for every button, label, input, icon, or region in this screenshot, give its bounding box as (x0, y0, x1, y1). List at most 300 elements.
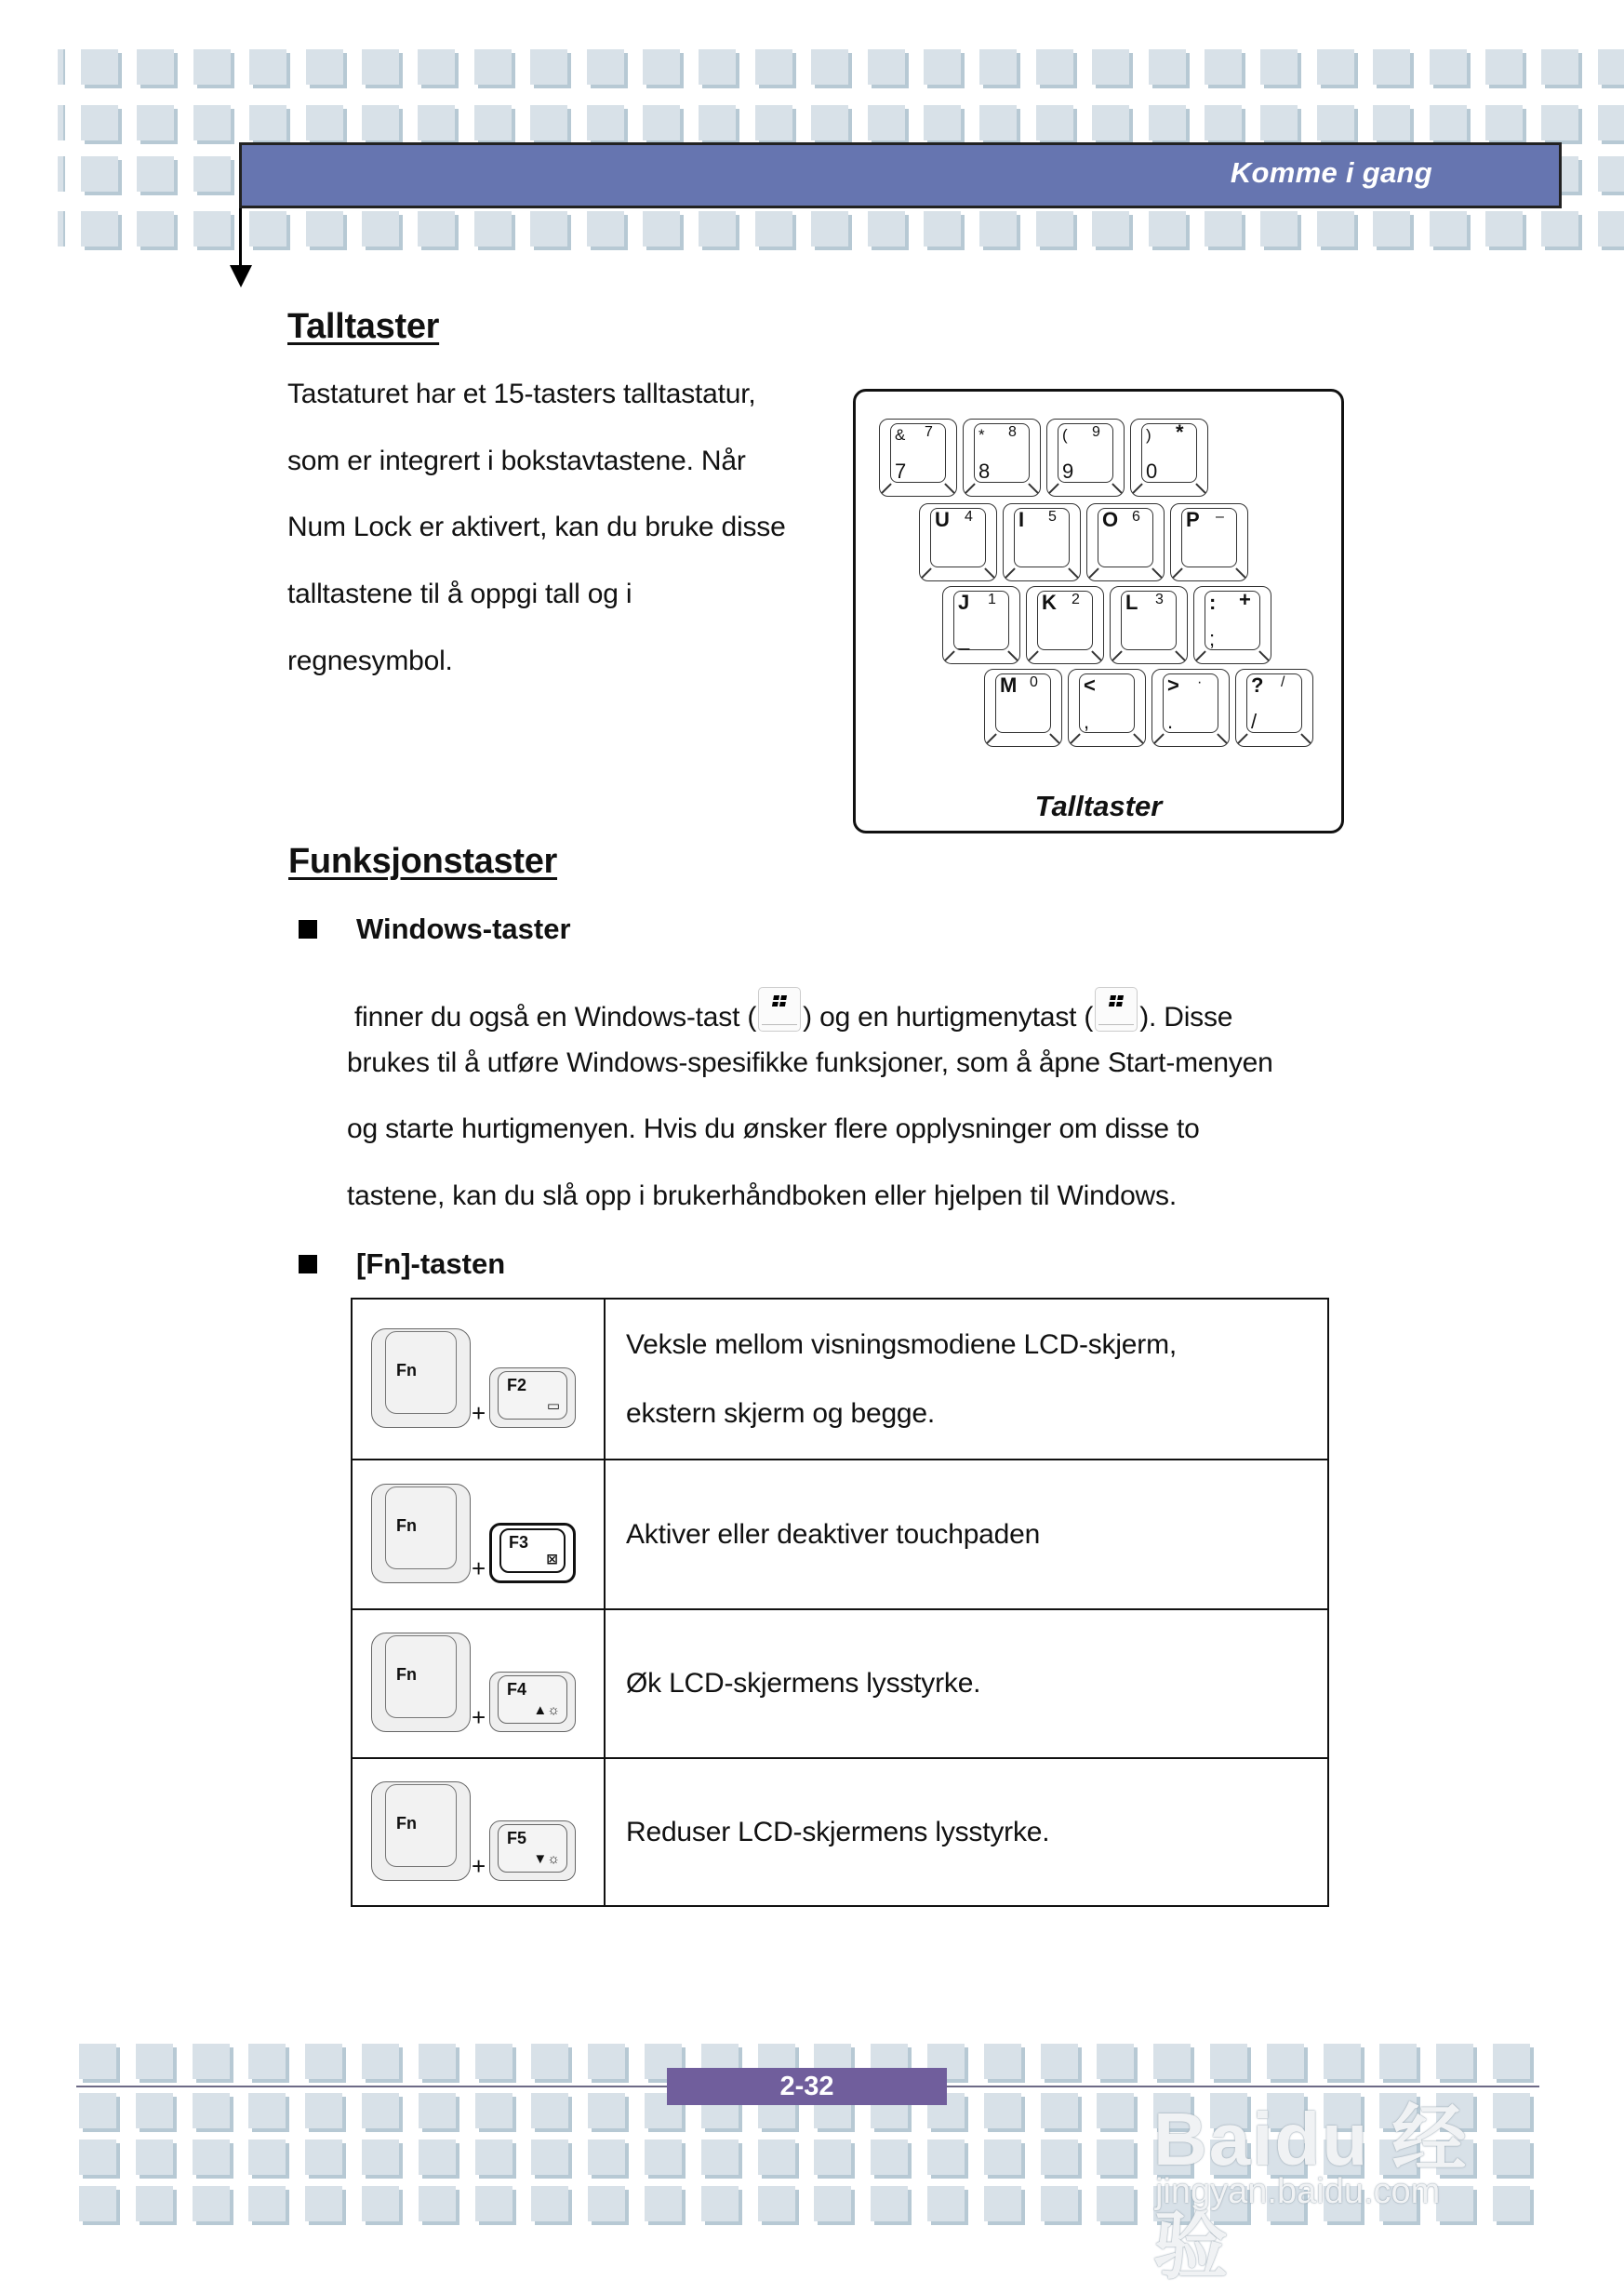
pattern-tile (419, 2044, 456, 2079)
chapter-header-bar (239, 142, 1562, 208)
key-secondary-label: , (1084, 710, 1090, 733)
pattern-tile (248, 2186, 286, 2221)
pattern-tile (58, 211, 63, 247)
keypad-key (1003, 503, 1081, 581)
function-key-icon (489, 1820, 576, 1881)
pattern-tile (1041, 2093, 1078, 2128)
pattern-tile (248, 2093, 286, 2128)
key-edge (1301, 733, 1311, 743)
pattern-tile (475, 2044, 512, 2079)
pattern-tile (1260, 49, 1298, 85)
pattern-tile (984, 2044, 1021, 2079)
pattern-tile (475, 2093, 512, 2128)
keypad-key (1086, 503, 1165, 581)
function-key-label: F2 (507, 1375, 527, 1394)
pattern-tile (305, 2044, 342, 2079)
pattern-tile (588, 2093, 625, 2128)
keypad-key (1046, 419, 1125, 497)
page-number: 2-32 (667, 2068, 947, 2105)
pattern-tile (79, 2186, 116, 2221)
keypad-key (1130, 419, 1208, 497)
pattern-tile (1097, 2140, 1134, 2175)
key-primary-label: < (1084, 673, 1096, 697)
fn-key-label: Fn (396, 1665, 417, 1684)
pattern-tile (1317, 211, 1354, 247)
paragraph-line (354, 987, 1232, 1034)
key-combo (371, 1781, 594, 1884)
key-numeric-label: 5 (1048, 509, 1057, 525)
key-numeric-label: 6 (1132, 509, 1140, 525)
paragraph-line: brukes til å utføre Windows-spesifikke funksjoner, som å åpne Start-menyen (347, 1047, 1273, 1078)
section-heading-talltaster: Talltaster (287, 307, 440, 346)
pattern-tile (193, 105, 231, 140)
keypad-key (1170, 503, 1248, 581)
keypad-key (1151, 669, 1230, 747)
key-numeric-label: 0 (1030, 674, 1038, 690)
pattern-tile (643, 49, 680, 85)
pattern-tile (1036, 211, 1073, 247)
windows-logo-icon (772, 995, 787, 1007)
pattern-tile (362, 105, 399, 140)
pattern-tile (814, 2140, 851, 2175)
pattern-tile (58, 105, 63, 140)
subheading-fn-key: [Fn]-tasten (356, 1247, 506, 1280)
key-combo (371, 1484, 594, 1586)
figure-caption: Talltaster (1034, 790, 1163, 822)
pattern-tile (306, 49, 343, 85)
pattern-tile (81, 105, 118, 140)
keypad-key (1110, 586, 1188, 664)
key-secondary-label: . (1167, 710, 1174, 733)
key-edge (1218, 733, 1228, 743)
text-run: ) og en hurtigmenytast ( (803, 1002, 1094, 1033)
pattern-tile (1541, 105, 1578, 140)
pattern-tile (984, 2140, 1021, 2175)
pattern-tile (1598, 211, 1624, 247)
pattern-tile (531, 2093, 568, 2128)
pattern-tile (362, 2044, 399, 2079)
windows-logo-icon (1109, 995, 1124, 1007)
pattern-tile (1598, 156, 1624, 192)
bullet-square-icon (299, 920, 317, 939)
pattern-tile (927, 2186, 965, 2221)
key-numeric-label: * (1176, 420, 1184, 444)
paragraph-line: Tastaturet har et 15-tasters talltastatur, (287, 379, 756, 409)
pattern-tile (362, 211, 399, 247)
key-primary-label: & (895, 426, 906, 444)
key-edge (1172, 567, 1182, 578)
key-combo-cell (352, 1299, 605, 1460)
key-edge (1112, 650, 1122, 660)
key-edge (985, 567, 995, 578)
pattern-tile (306, 211, 343, 247)
pattern-tile (58, 156, 63, 192)
key-secondary-label: / (1251, 710, 1258, 733)
key-numeric-label: 4 (965, 509, 973, 525)
fn-key-label: Fn (396, 1515, 417, 1535)
pattern-tile (193, 2186, 230, 2221)
paragraph-line: talltastene til å oppgi tall og i (287, 579, 632, 609)
key-secondary-label: 0 (1146, 460, 1158, 483)
pattern-tile (305, 2093, 342, 2128)
pattern-tile (587, 105, 624, 140)
pattern-tile (645, 2186, 682, 2221)
pattern-tile (1373, 211, 1410, 247)
fn-table-row (352, 1299, 1328, 1460)
pattern-tile (699, 105, 736, 140)
keypad-key (984, 669, 1062, 747)
pattern-tile (531, 2140, 568, 2175)
pattern-tile (871, 2140, 908, 2175)
pattern-tile (755, 211, 792, 247)
key-edge (1237, 733, 1247, 743)
pattern-tile (1430, 49, 1467, 85)
fn-key-icon (371, 1633, 471, 1732)
key-numeric-label: 1 (988, 592, 996, 607)
fn-key-table (351, 1298, 1329, 1907)
function-key-icon (489, 1672, 576, 1732)
key-edge (944, 650, 954, 660)
keypad-key (1193, 586, 1271, 664)
key-edge (1152, 567, 1163, 578)
pattern-tile (249, 105, 286, 140)
numeric-keypad-figure (853, 389, 1344, 833)
key-primary-label: ? (1251, 673, 1264, 697)
function-key-symbol-icon: ▭ (546, 1397, 560, 1414)
key-primary-label: : (1209, 591, 1217, 614)
key-edge (1259, 650, 1270, 660)
key-edge (1195, 650, 1205, 660)
key-secondary-label: _ (958, 627, 970, 650)
pattern-tile (588, 2186, 625, 2221)
pattern-tile (1149, 49, 1186, 85)
pattern-tile (699, 49, 736, 85)
paragraph-line: og starte hurtigmenyen. Hvis du ønsker flere opplysninger om disse to (347, 1113, 1200, 1144)
function-key-label: F4 (507, 1680, 527, 1699)
function-key-symbol-icon: ⊠ (546, 1551, 558, 1567)
pattern-tile (419, 2093, 456, 2128)
pattern-tile (1317, 105, 1354, 140)
keypad-key (1068, 669, 1146, 747)
key-combo-cell (352, 1609, 605, 1758)
pattern-tile (868, 105, 905, 140)
pattern-tile (924, 49, 961, 85)
pattern-tile (701, 2186, 739, 2221)
key-numeric-label: 8 (1008, 424, 1017, 440)
header-arrow-line (239, 208, 242, 270)
pattern-tile (1373, 49, 1410, 85)
pattern-tile (1260, 211, 1298, 247)
pattern-tile (1430, 105, 1467, 140)
description-cell (605, 1758, 1328, 1906)
pattern-tile (1541, 211, 1578, 247)
key-edge (1028, 650, 1038, 660)
pattern-tile (758, 2140, 795, 2175)
key-numeric-label: 3 (1155, 592, 1164, 607)
keypad-key (942, 586, 1020, 664)
key-edge (1236, 567, 1246, 578)
pattern-tile (58, 49, 63, 85)
paragraph-line: som er integrert i bokstavtastene. Når (287, 446, 746, 476)
fn-key-icon (371, 1484, 471, 1583)
pattern-tile (137, 211, 174, 247)
key-primary-label: L (1125, 591, 1138, 614)
key-edge (1196, 483, 1206, 493)
key-numeric-label: 9 (1092, 424, 1100, 440)
description-line: Veksle mellom visningsmodiene LCD-skjerm, (626, 1328, 1178, 1360)
pattern-tile (418, 105, 455, 140)
key-edge (945, 483, 955, 493)
pattern-tile (137, 49, 174, 85)
description-line: ekstern skjerm og begge. (626, 1397, 936, 1429)
pattern-tile (927, 2140, 965, 2175)
key-primary-label: J (958, 591, 970, 614)
pattern-tile (306, 105, 343, 140)
pattern-tile (136, 2140, 173, 2175)
pattern-tile (474, 49, 512, 85)
pattern-tile (530, 105, 567, 140)
key-primary-label: ) (1146, 426, 1151, 444)
pattern-tile (362, 2186, 399, 2221)
pattern-tile (1041, 2044, 1078, 2079)
pattern-tile (979, 105, 1017, 140)
pattern-tile (474, 105, 512, 140)
key-edge (1092, 650, 1102, 660)
key-primary-label: > (1167, 673, 1179, 697)
fn-key-icon (371, 1781, 471, 1881)
paragraph-line: Num Lock er aktivert, kan du bruke disse (287, 512, 786, 542)
pattern-tile (474, 211, 512, 247)
fn-table-row (352, 1460, 1328, 1609)
pattern-tile (1205, 211, 1242, 247)
key-numeric-label: 2 (1072, 592, 1080, 607)
pattern-tile (137, 105, 174, 140)
key-primary-label: K (1042, 591, 1057, 614)
pattern-tile (755, 105, 792, 140)
pattern-tile (1260, 105, 1298, 140)
key-edge (1088, 567, 1098, 578)
pattern-tile (1205, 105, 1242, 140)
description-cell (605, 1299, 1328, 1460)
key-primary-label: * (978, 426, 985, 444)
key-edge (1048, 483, 1058, 493)
pattern-tile (643, 211, 680, 247)
pattern-tile (588, 2044, 625, 2079)
key-primary-label: I (1018, 508, 1025, 531)
key-secondary-label: ; (1209, 627, 1216, 650)
pattern-tile (1097, 2044, 1134, 2079)
pattern-tile (1149, 105, 1186, 140)
pattern-tile (1097, 2186, 1134, 2221)
pattern-tile (81, 49, 118, 85)
pattern-tile (1373, 105, 1410, 140)
pattern-tile (984, 2093, 1021, 2128)
key-edge (1070, 733, 1080, 743)
pattern-tile (1485, 105, 1523, 140)
key-edge (986, 733, 996, 743)
pattern-tile (1485, 211, 1523, 247)
fn-key-label: Fn (396, 1360, 417, 1380)
bullet-square-icon (299, 1255, 317, 1273)
paragraph-line: regnesymbol. (287, 646, 453, 676)
pattern-tile (979, 211, 1017, 247)
key-edge (762, 1024, 797, 1025)
pattern-tile (193, 49, 231, 85)
key-numeric-label: 7 (925, 424, 933, 440)
pattern-tile (418, 211, 455, 247)
baidu-watermark (1153, 2042, 1544, 2287)
function-key-label: F3 (509, 1532, 529, 1552)
pattern-tile (1485, 49, 1523, 85)
key-primary-label: P (1186, 508, 1200, 531)
watermark-url: jingyan.baidu.com (1155, 2172, 1441, 2211)
pattern-tile (419, 2186, 456, 2221)
key-edge (1153, 733, 1164, 743)
pattern-tile (868, 49, 905, 85)
pattern-tile (305, 2140, 342, 2175)
windows-key-icon (758, 987, 801, 1032)
pattern-tile (984, 2186, 1021, 2221)
pattern-tile (193, 2140, 230, 2175)
pattern-tile (419, 2140, 456, 2175)
pattern-tile (587, 49, 624, 85)
pattern-tile (758, 2186, 795, 2221)
keypad-key (1235, 669, 1313, 747)
pattern-tile (814, 2186, 851, 2221)
pattern-tile (362, 49, 399, 85)
arrow-down-icon (230, 265, 252, 287)
pattern-tile (475, 2186, 512, 2221)
pattern-tile (1036, 105, 1073, 140)
key-edge (1029, 483, 1039, 493)
pattern-tile (1092, 211, 1129, 247)
pattern-tile (1317, 49, 1354, 85)
keypad-key (1026, 586, 1104, 664)
text-run: finner du også en Windows-tast ( (354, 1002, 757, 1033)
plus-sign: + (472, 1398, 486, 1427)
pattern-tile (193, 2093, 230, 2128)
pattern-tile (811, 211, 848, 247)
subheading-windows-keys: Windows-taster (356, 913, 571, 945)
fn-table-row (352, 1609, 1328, 1758)
key-numeric-label: · (1197, 674, 1203, 690)
key-combo (371, 1328, 594, 1431)
pattern-tile (248, 2044, 286, 2079)
pattern-tile (475, 2140, 512, 2175)
key-edge (881, 483, 891, 493)
key-combo (371, 1633, 594, 1735)
key-numeric-label: + (1239, 588, 1251, 611)
key-edge (1112, 483, 1123, 493)
pattern-tile (136, 2093, 173, 2128)
pattern-tile (530, 49, 567, 85)
function-key-symbol-icon: ▼☼ (533, 1850, 560, 1867)
pattern-tile (1092, 49, 1129, 85)
key-edge (1050, 733, 1060, 743)
pattern-tile (811, 105, 848, 140)
key-edge (1005, 567, 1015, 578)
pattern-tile (530, 211, 567, 247)
pattern-tile (81, 156, 118, 192)
pattern-tile (193, 2044, 230, 2079)
pattern-tile (1092, 105, 1129, 140)
pattern-tile (1598, 49, 1624, 85)
pattern-tile (1041, 2140, 1078, 2175)
function-key-icon (489, 1367, 576, 1428)
key-edge (1134, 733, 1144, 743)
description-cell (605, 1460, 1328, 1609)
key-edge (1176, 650, 1186, 660)
key-edge (1132, 483, 1142, 493)
pattern-tile (305, 2186, 342, 2221)
key-edge (965, 483, 975, 493)
key-primary-label: U (935, 508, 950, 531)
pattern-tile (588, 2140, 625, 2175)
pattern-tile (362, 2093, 399, 2128)
pattern-tile (924, 211, 961, 247)
function-key-icon (489, 1523, 576, 1583)
pattern-tile (924, 105, 961, 140)
description-line: Reduser LCD-skjermens lysstyrke. (626, 1816, 1050, 1847)
key-numeric-label: / (1281, 674, 1285, 690)
function-key-label: F5 (507, 1828, 527, 1847)
key-edge (1008, 650, 1018, 660)
pattern-tile (871, 2186, 908, 2221)
pattern-tile (531, 2044, 568, 2079)
pattern-tile (193, 156, 231, 192)
pattern-tile (79, 2093, 116, 2128)
function-key-symbol-icon: ▲☼ (533, 1702, 560, 1718)
pattern-tile (1149, 211, 1186, 247)
key-numeric-label: – (1216, 509, 1224, 525)
description-line: Øk LCD-skjermens lysstyrke. (626, 1668, 981, 1699)
watermark-logo-text: Baidu 经验 (1153, 2098, 1469, 2287)
key-edge (1098, 1024, 1134, 1025)
plus-sign: + (472, 1851, 486, 1880)
pattern-tile (643, 105, 680, 140)
pattern-tile (1036, 49, 1073, 85)
key-combo-cell (352, 1758, 605, 1906)
pattern-tile (193, 211, 231, 247)
keypad-key (963, 419, 1041, 497)
pattern-tile (136, 2044, 173, 2079)
key-combo-cell (352, 1460, 605, 1609)
pattern-tile (248, 2140, 286, 2175)
pattern-tile (1205, 49, 1242, 85)
pattern-tile (1598, 105, 1624, 140)
pattern-tile (587, 211, 624, 247)
fn-key-icon (371, 1328, 471, 1428)
key-secondary-label: 8 (978, 460, 991, 483)
pattern-tile (811, 49, 848, 85)
key-primary-label: ( (1062, 426, 1068, 444)
key-secondary-label: 9 (1062, 460, 1074, 483)
fn-key-label: Fn (396, 1813, 417, 1833)
keypad-key (919, 503, 997, 581)
key-edge (921, 567, 931, 578)
keypad-key (879, 419, 957, 497)
pattern-tile (249, 49, 286, 85)
pattern-tile (755, 49, 792, 85)
pattern-tile (1430, 211, 1467, 247)
menu-key-icon (1095, 987, 1138, 1032)
pattern-tile (249, 211, 286, 247)
pattern-tile (1541, 49, 1578, 85)
plus-sign: + (472, 1553, 486, 1582)
section-heading-funksjonstaster: Funksjonstaster (288, 842, 558, 881)
pattern-tile (699, 211, 736, 247)
text-run: ). Disse (1139, 1002, 1233, 1033)
